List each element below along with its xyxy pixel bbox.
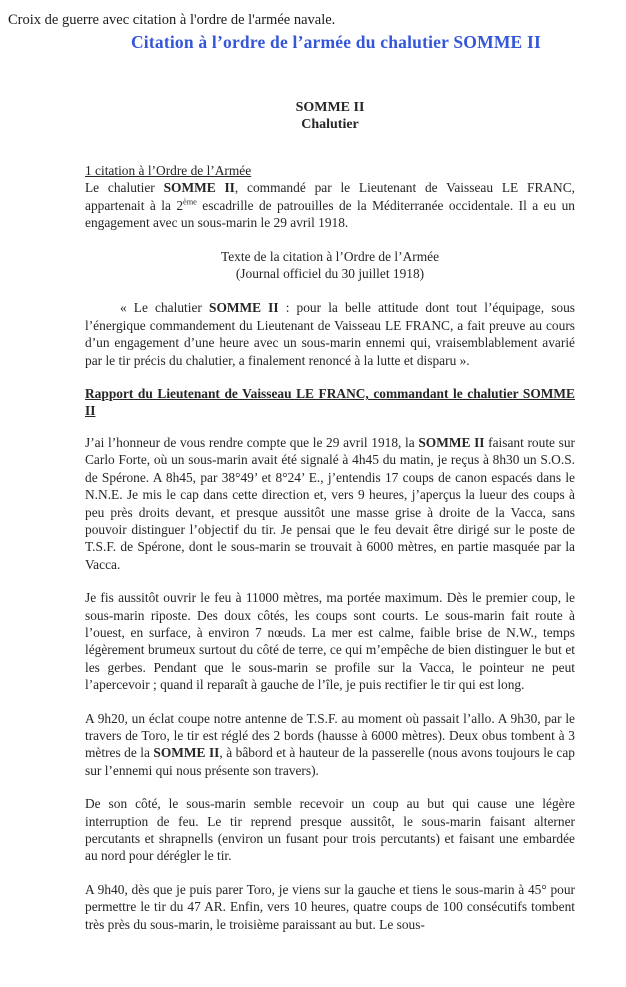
- citation-text-heading: Texte de la citation à l’Ordre de l’Armée: [220, 248, 440, 264]
- top-note: Croix de guerre avec citation à l'ordre de l'armée navale.: [8, 12, 336, 28]
- journal-officiel-line: (Journal officiel du 30 juillet 1918): [235, 266, 425, 282]
- scanned-report: [85, 99, 575, 933]
- citation-count-heading: 1 citation à l’Ordre de l’Armée: [85, 163, 252, 178]
- report-paragraph: A 9h20, un éclat coupe notre antenne de T.S.F. au moment où passait l’allo. A 9h30, par le travers de Toro, le tir est réglé des 2 bords (hausse à 6000 mètres). Deux obus tombent à 3 mètres de la SOMME II, à bâbord et à hauteur de la passerelle (nous avons toujours le cap sur l’ennemi qui nous présente son travers).: [85, 710, 575, 778]
- citation-paragraph: « Le chalutier SOMME II : pour la belle attitude dont tout l’équipage, sous l’énergique commandement du Lieutenant de Vaisseau LE FRANC, a fait preuve au cours d’un engagement d’une heure avec un sous-marin ennemi qui, vraisemblablement avarié par le tir précis du chalutier, a finalement renoncé à la lutte et disparu ».: [85, 300, 576, 368]
- report-paragraph: A 9h40, dès que je puis parer Toro, je viens sur la gauche et tiens le sous-marin à 45° pour permettre le tir du 47 AR. Enfin, vers 10 heures, quatre coups de 100 consécutifs tombent très près du sous-marin, le troisième paraissant au but. Le sous-: [85, 881, 575, 932]
- report-heading: Rapport du Lieutenant de Vaisseau LE FRANC, commandant le chalutier SOMME II: [85, 386, 575, 419]
- report-paragraph: J’ai l’honneur de vous rendre compte que le 29 avril 1918, la SOMME II faisant route sur Carlo Forte, où un sous-marin avait été signalé à 4h45 du matin, je reçus à 8h30 un S.O.S. de Spérone. A 8h45, par 38°49’ et 8°24’ E., j’entendis 17 coups de canon espacés dans le N.N.E. Je mis le cap dans cette direction et, vers 9 heures, j’aperçus la lueur des coups à peu près droits devant, et presque aussitôt une masse grise à droite de la Vacca, sans pouvoir distinguer l’objectif du tir. Je pensai que le feu devait être dirigé sur le poste de T.S.F. de Spérone, dont le sous-marin se trouvait à 6000 mètres, en partie masquée par la Vacca.: [85, 434, 575, 572]
- ship-name-heading: SOMME II: [295, 100, 365, 115]
- ship-type-heading: Chalutier: [301, 117, 359, 132]
- intro-paragraph: Le chalutier SOMME II, commandé par le Lieutenant de Vaisseau LE FRANC, appartenait à la 2ème escadrille de patrouilles de la Méditerranée occidentale. Il a eu un engagement avec un sous-marin le 29 avril 1918.: [85, 180, 575, 231]
- main-title: Citation à l’ordre de l’armée du chalutier SOMME II: [130, 32, 542, 52]
- report-paragraph: Je fis aussitôt ouvrir le feu à 11000 mètres, ma portée maximum. Dès le premier coup, le sous-marin riposte. Des doux côtés, les coups sont courts. Le sous-marin fait route à l’ouest, en surface, à environ 7 nœuds. La mer est calme, faible brise de N.W., temps légèrement brumeux surtout du côté de terre, ce qui m’empêche de bien distinguer le but et les gerbes. Pendant que le sous-marin se profile sur la Vacca, le pointeur ne peut l’apercevoir ; quand il reparaît à gauche de l’île, je puis rectifier le tir qui est long.: [85, 590, 575, 693]
- report-paragraph: De son côté, le sous-marin semble recevoir un coup au but qui cause une légère interruption de feu. Le tir reprend presque aussitôt, le sous-marin faisant alterner percutants et shrapnells (environ un fusant pour trois percutants) et faisant une embardée au nord pour dérégler le tir.: [85, 796, 575, 864]
